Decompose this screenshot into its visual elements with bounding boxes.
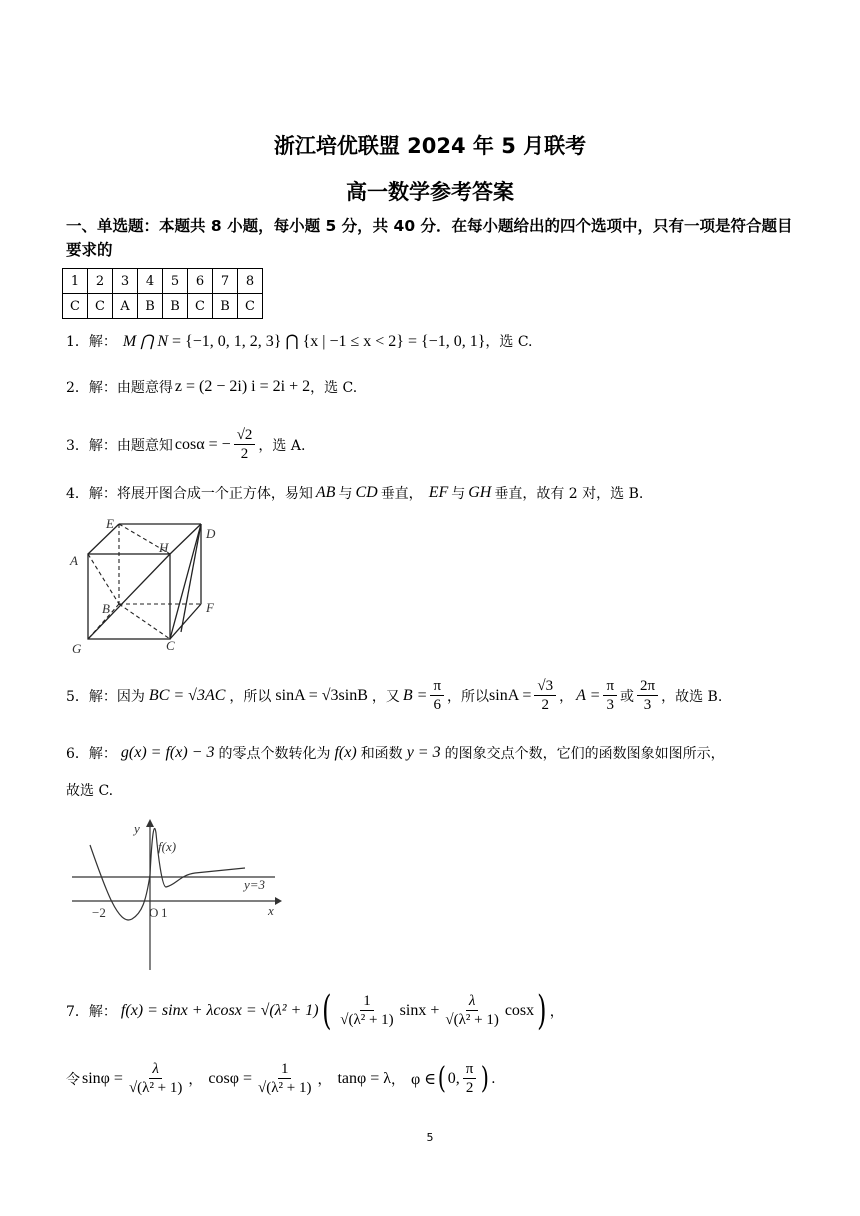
page-number: 5 — [426, 1131, 434, 1144]
q6-t3: 的图象交点个数，它们的函数图象如图所示， — [444, 746, 725, 762]
q7-l2-prefix: 令 — [66, 1071, 80, 1088]
answer-table-answers-row — [63, 294, 263, 319]
answer-choice-cell: C — [63, 294, 88, 319]
q1-lhs: M ⋂ N — [122, 333, 169, 350]
q1-suffix: ，选 C. — [485, 334, 533, 350]
q2-prefix: 2．解：由题意得 — [66, 380, 173, 396]
answer-number-cell: 7 — [213, 269, 238, 294]
answer-number-cell: 8 — [238, 269, 263, 294]
q6-expr3: y = 3 — [406, 744, 441, 761]
q7-l2-paren-open: ( — [437, 1060, 447, 1096]
solution-q6 — [66, 743, 725, 763]
q7-l2-interval-start: 0, — [447, 1069, 460, 1087]
q7-frac2: $\frac{\lambda}{\text{√(λ² + 1)}}$ — [445, 993, 499, 1028]
answer-number-cell: 3 — [113, 269, 138, 294]
y-axis-label: y — [134, 821, 140, 836]
q1-prefix: 1．解： — [66, 334, 117, 350]
q4-ab: AB — [315, 484, 336, 501]
q5-t4: ， — [559, 688, 574, 705]
answer-choice-cell: B — [213, 294, 238, 319]
q5-prefix: 5．解：因为 — [66, 688, 145, 705]
answer-choice-cell: C — [238, 294, 263, 319]
answer-number-cell: 4 — [138, 269, 163, 294]
answer-choice-cell: A — [113, 294, 138, 319]
q3-den: 2 — [240, 446, 249, 462]
q4-cd: CD — [355, 484, 378, 501]
tick-neg2: −2 — [92, 905, 106, 920]
q7-mid: sinx + — [399, 1001, 440, 1019]
q7-l2-expr1: sinφ = — [82, 1069, 123, 1087]
q3-lhs: cosα = − — [174, 435, 231, 453]
answer-number-cell: 1 — [63, 269, 88, 294]
q5-expr1: BC = √3AC — [148, 686, 226, 704]
q3-suffix: ，选 A. — [258, 437, 306, 454]
solution-q5 — [66, 677, 722, 714]
q4-text-a: 4．解：将展开图合成一个正方体，易知 — [66, 486, 313, 502]
document-title: 浙江培优联盟 2024 年 5 月联考 — [273, 134, 587, 158]
answer-table-numbers-row — [63, 269, 263, 294]
document-subtitle: 高一数学参考答案 — [346, 180, 514, 204]
function-graph — [70, 815, 285, 975]
solution-q7-line2 — [66, 1060, 496, 1097]
x-axis-label: x — [268, 903, 274, 918]
q5-expr5: A = — [576, 686, 601, 704]
q6-t2: 和函数 — [360, 746, 403, 762]
q7-end: cosx — [504, 1001, 535, 1019]
q7-l2-t1: ， — [188, 1071, 203, 1088]
q7-l2-paren-close: ) — [481, 1060, 490, 1096]
answer-number-cell: 5 — [163, 269, 188, 294]
cube-label-e: E — [106, 516, 114, 531]
q7-l2-t2: ， — [317, 1071, 332, 1088]
q7-tail: ， — [549, 1003, 564, 1020]
q5-t1: ，所以 — [229, 688, 272, 705]
q2-expr: z = (2 − 2i) i = 2i + 2 — [174, 378, 311, 395]
q6-expr1: g(x) = f(x) − 3 — [120, 744, 215, 761]
q5-frac1: $\frac{\pi}{6}$ — [430, 677, 444, 714]
solution-q7 — [66, 987, 564, 1034]
q5-frac2: $\frac{√3}{2}$ — [534, 677, 556, 714]
q5-expr2: sinA = √3sinB — [275, 686, 368, 704]
q6-t1: 的零点个数转化为 — [218, 746, 331, 762]
solution-q6-line2 — [66, 780, 113, 800]
q6-line2: 故选 C. — [66, 783, 114, 799]
q6-prefix: 6．解： — [66, 746, 117, 762]
q4-gh: GH — [468, 484, 492, 501]
curve-label: f(x) — [158, 839, 177, 854]
answer-choice-cell: B — [163, 294, 188, 319]
q7-paren-open: ( — [321, 987, 332, 1034]
q7-l2-expr2: cosφ = — [208, 1069, 252, 1087]
q5-t5: 或 — [620, 688, 635, 705]
q7-l2-frac3: $\frac{\pi}{2}$ — [463, 1060, 477, 1097]
cube-label-f: F — [206, 600, 214, 615]
solution-q1 — [66, 331, 533, 351]
cube-label-d: D — [206, 526, 216, 541]
q3-fraction — [234, 426, 256, 463]
cube-label-b: B — [102, 601, 110, 616]
cube-label-c: C — [166, 638, 175, 653]
q2-suffix: ，选 C. — [310, 380, 358, 396]
line-label: y=3 — [244, 877, 266, 892]
q4-ef: EF — [428, 484, 449, 501]
cube-figure — [66, 514, 226, 660]
solution-q3 — [66, 426, 305, 463]
cube-label-g: G — [72, 641, 82, 656]
q7-prefix: 7．解： — [66, 1003, 117, 1020]
q7-l2-expr4: φ ∈ — [411, 1070, 437, 1088]
q7-frac1: $\frac{1}{\text{√(λ² + 1)}}$ — [340, 993, 394, 1028]
q1-expr: = {−1, 0, 1, 2, 3} ⋂ {x | −1 ≤ x < 2} = {−1, 0, 1} — [172, 333, 486, 350]
answer-choice-cell: C — [188, 294, 213, 319]
q7-l2-frac2: $\frac{1}{\text{√(λ² + 1)}}$ — [257, 1061, 312, 1096]
answer-choice-cell: B — [138, 294, 163, 319]
q6-expr2: f(x) — [334, 744, 357, 761]
q4-text-c: 垂直，故有 2 对，选 B. — [494, 486, 644, 502]
q5-t2: ，又 — [371, 688, 400, 705]
q4-yu2: 与 — [451, 486, 466, 502]
answer-number-cell: 2 — [88, 269, 113, 294]
q5-t3: ，所以 — [447, 688, 490, 705]
q7-paren-close: ) — [537, 987, 547, 1034]
answer-number-cell: 6 — [188, 269, 213, 294]
q7-l2-end: . — [491, 1070, 496, 1087]
q5-expr3: B = — [402, 686, 428, 704]
q7-expr1: f(x) = sinx + λcosx = √(λ² + 1) — [120, 1001, 319, 1019]
cube-label-h: H — [159, 540, 169, 555]
q3-prefix: 3．解：由题意知 — [66, 437, 173, 454]
q4-text-b: 垂直， — [380, 486, 423, 502]
q7-l2-expr3: tanφ = λ — [337, 1069, 391, 1087]
solution-q4 — [66, 483, 643, 503]
solution-q2 — [66, 377, 357, 397]
q4-yu1: 与 — [338, 486, 353, 502]
q5-expr4: sinA = — [489, 686, 532, 704]
origin-label: O — [149, 905, 159, 920]
answer-choice-cell: C — [88, 294, 113, 319]
q5-frac3: $\frac{\pi}{3}$ — [603, 677, 617, 714]
cube-label-a: A — [70, 553, 78, 568]
tick-1: 1 — [161, 905, 168, 920]
q7-l2-t3: ， — [391, 1071, 405, 1088]
answer-table — [62, 268, 263, 319]
q7-l2-frac1: $\frac{\lambda}{\text{√(λ² + 1)}}$ — [128, 1061, 183, 1096]
section-heading: 一、单选题：本题共 8 小题，每小题 5 分，共 40 分．在每小题给出的四个选项中，只有一项是符合题目要求的 — [66, 217, 793, 259]
q5-frac4: $\frac{2\pi}{3}$ — [637, 677, 658, 714]
q3-num: √2 — [234, 426, 256, 445]
q5-t6: ，故选 B. — [661, 688, 723, 705]
